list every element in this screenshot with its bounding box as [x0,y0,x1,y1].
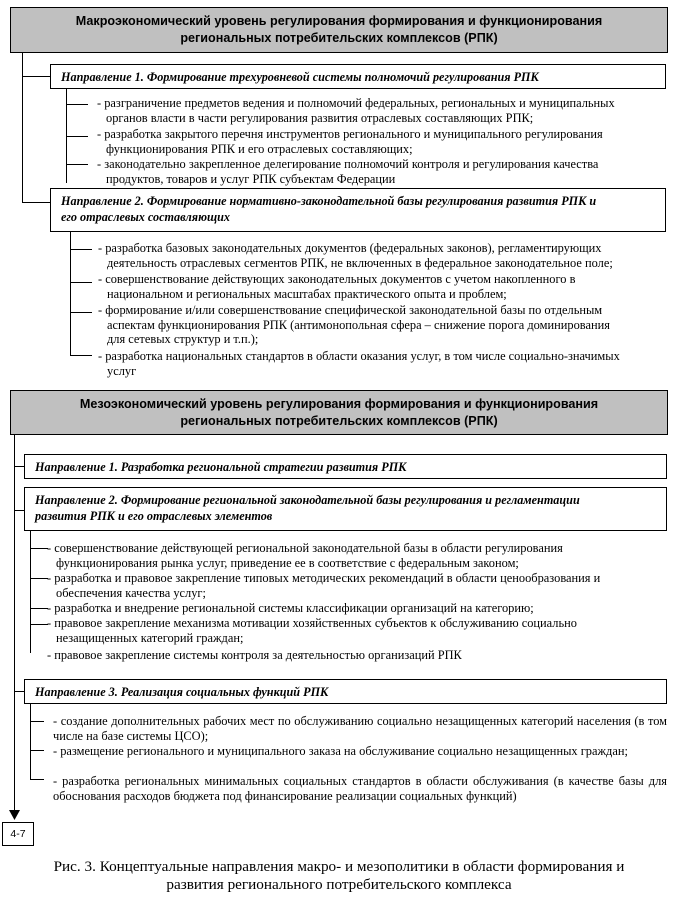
figure-caption-line1: Рис. 3. Концептуальные направления макро- и мезополитики в области формирования и [53,858,625,875]
list-item-text: - размещение регионального и муниципального заказа на обслуживание социально незащищенных граждан; [53,744,628,758]
macro-level-header [10,7,668,53]
list-item-line: - разработка закрытого перечня инструментов регионального и муниципального регулирования [97,127,603,141]
list-item-line: продуктов, товаров и услуг РПК субъектам Федерации [106,171,396,186]
list-item-line: обеспечения качества услуг; [56,585,206,600]
meso-direction-2-title-line1: Направление 2. Формирование региональной законодательной базы регулирования и регламентации [35,493,580,507]
list-item [53,774,667,803]
meso-dir2-tick [30,578,48,579]
list-item [98,272,575,301]
list-item-line: - правовое закрепление механизма мотивации хозяйственных субъектов к обслуживанию социально [47,616,577,630]
list-item [47,541,563,570]
list-item-line: - правовое закрепление системы контроля за деятельностью организаций РПК [47,648,462,662]
list-item-line: - совершенствование действующей региональной законодательной базы в области регулирования [47,541,563,555]
macro-dir2-bracket [70,232,71,356]
list-item-line: - совершенствование действующих законодательных документов с учетом накопленного в [98,272,576,286]
meso-direction-1-box [24,454,667,479]
list-item [47,601,534,616]
macro-direction-2-title-line2: его отраслевых составляющих [61,210,231,224]
list-item-line: - разработка и внедрение региональной системы классификации организаций на категорию; [47,601,534,615]
arrow-down-icon [9,810,20,820]
meso-dir3-tick [30,750,44,751]
list-item-line: функционирования рынка услуг, приведение ее в соответствие с федеральным законом; [56,555,519,570]
list-item-line: незащищенных категорий граждан; [56,630,244,645]
meso-dir3-tick [30,779,44,780]
list-item-text: - создание дополнительных рабочих мест по обслуживанию социально незащищенных категорий населения (в том числе на базе системы ЦСО); [53,714,667,743]
list-item-line: национальном и региональных масштабах практического опыта и проблем; [107,286,507,301]
meso-dir2-tick [30,548,48,549]
meso-connector-vertical [14,435,15,813]
list-item-line: деятельность отраслевых сегментов РПК, не включенных в федеральное законодательное поле; [107,255,613,270]
macro-level-title-line1: Макроэкономический уровень регулирования формирования и функционирования [75,14,603,28]
meso-level-title-line2: региональных потребительских комплексов (РПК) [180,414,498,428]
meso-dir2-tick [30,624,48,625]
macro-dir2-tick [70,282,92,283]
meso-level-title-line1: Мезоэкономический уровень регулирования формирования и функционирования [79,397,599,411]
list-item-line: аспектам функционирования РПК (антимонопольная сфера – снижение порога доминирования [107,317,610,332]
list-item-line: - разграничение предметов ведения и полномочий федеральных, региональных и муниципальных [97,96,615,110]
list-item-line: - разработка базовых законодательных документов (федеральных законов), регламентирующих [98,241,602,255]
list-item [97,96,615,125]
macro-direction-2-title-line1: Направление 2. Формирование нормативно-законодательной базы регулирования развития РПК и [61,194,597,208]
macro-direction-2-box [50,188,666,232]
list-item-text: - разработка региональных минимальных социальных стандартов в области обслуживания (в качестве базы для обоснования расходов бюджета под финансирование реализации социальных функций) [53,774,667,803]
list-item [97,157,598,186]
list-item [98,241,613,270]
list-item-line: - законодательно закрепленное делегирование полномочий контроля и регулирования качества [97,157,599,171]
list-item [47,616,577,645]
list-item [98,303,610,347]
list-item-line: - разработка и правовое закрепление типовых методических рекомендаций в области ценообразования и [47,571,601,585]
list-item [47,648,462,663]
list-item-line: функционирования РПК и его отраслевых составляющих; [106,141,413,156]
meso-dir3-tick [30,721,44,722]
list-item [97,127,603,156]
meso-direction-3-title: Направление 3. Реализация социальных функций РПК [35,685,329,699]
list-item-line: услуг [107,363,137,378]
meso-dir3-bracket [30,704,31,780]
code-box [2,822,34,846]
meso-direction-3-box [24,679,667,704]
code-label: 4-7 [10,828,26,840]
list-item [53,714,667,743]
list-item-line: - разработка национальных стандартов в области оказания услуг, в том числе социально-значимых [98,349,620,363]
list-item-line: для сетевых структур и т.п.); [107,332,259,347]
macro-connector-dir1 [22,76,50,77]
macro-connector-dir2 [22,202,50,203]
figure-caption [0,858,678,894]
macro-level-title-line2: региональных потребительских комплексов (РПК) [180,31,498,45]
meso-level-header [10,390,668,435]
figure-caption-line2: развития регионального потребительского комплекса [166,876,512,893]
macro-direction-1-title: Направление 1. Формирование трехуровневой системы полномочий регулирования РПК [61,70,539,84]
list-item [98,349,620,378]
list-item [53,744,667,759]
list-item-line: органов власти в части регулирования развития отраслевых составляющих РПК; [106,110,534,125]
macro-dir2-tick [70,249,92,250]
list-item [47,571,600,600]
macro-direction-1-box [50,64,666,89]
meso-direction-2-box [24,487,667,531]
macro-dir2-tick [70,355,92,356]
macro-dir1-tick [66,104,88,105]
macro-dir1-tick [66,136,88,137]
meso-dir2-tick [30,608,48,609]
list-item-line: - формирование и/или совершенствование специфической законодательной базы по отдельным [98,303,603,317]
macro-dir1-tick [66,164,88,165]
meso-dir2-bracket [30,531,31,653]
meso-direction-1-title: Направление 1. Разработка региональной стратегии развития РПК [35,460,407,474]
meso-direction-2-title-line2: развития РПК и его отраслевых элементов [35,509,273,523]
macro-dir2-tick [70,312,92,313]
